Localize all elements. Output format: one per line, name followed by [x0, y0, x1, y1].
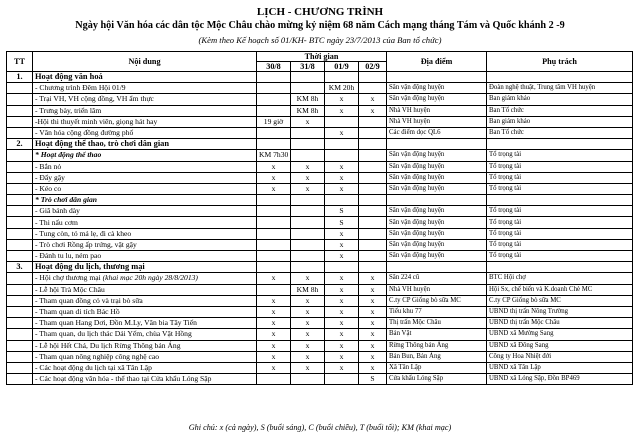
activity-name-text: * Hoạt động thể thao: [35, 150, 102, 160]
location-cell: Sân vận động huyện: [387, 94, 487, 105]
activity-name: [33, 295, 257, 306]
activity-name-text: - Đánh tu lu, ném pao: [35, 251, 102, 261]
location-cell: Sân vận động huyện: [387, 239, 487, 250]
table-row: [7, 251, 633, 262]
location-cell: Các điểm dọc QL6: [387, 127, 487, 138]
day-mark: [359, 150, 387, 161]
activity-name: [33, 195, 257, 206]
location-cell: Thị trấn Mộc Châu: [387, 318, 487, 329]
activity-name-text: - Văn hóa cộng đồng đường phố: [35, 128, 134, 138]
day-mark: x: [359, 362, 387, 373]
day-mark: x: [359, 284, 387, 295]
activity-name: [33, 273, 257, 284]
day-mark: x: [325, 306, 359, 317]
table-row: [7, 318, 633, 329]
empty-cell: [291, 72, 325, 83]
day-mark: [325, 195, 359, 206]
table-row: [7, 127, 633, 138]
row-number: [7, 306, 33, 317]
responsible-cell: Tổ trọng tài: [487, 217, 633, 228]
location-cell: Cửa khẩu Lóng Sập: [387, 374, 487, 385]
row-number: [7, 374, 33, 385]
day-mark: [359, 206, 387, 217]
empty-cell: [487, 72, 633, 83]
header-day: 01/9: [325, 62, 359, 72]
table-row: [7, 351, 633, 362]
row-number: [7, 284, 33, 295]
day-mark: x: [325, 284, 359, 295]
day-mark: [257, 195, 291, 206]
location-cell: Nhà VH huyện: [387, 284, 487, 295]
activity-name: [33, 183, 257, 194]
section-title: Hoạt động thể thao, trò chơi dân gian: [33, 139, 257, 150]
row-number: [7, 351, 33, 362]
day-mark: [291, 228, 325, 239]
activity-name: [33, 251, 257, 262]
activity-name-text: - Các hoạt động văn hóa - thể thao tại Cửa khẩu Lóng Sập: [35, 374, 212, 384]
day-mark: x: [325, 340, 359, 351]
activity-name: [33, 217, 257, 228]
day-mark: [359, 183, 387, 194]
location-cell: Sân vận động huyện: [387, 161, 487, 172]
responsible-cell: Hội Sx, chế biến và K.doanh Chè MC: [487, 284, 633, 295]
header-location: Địa điểm: [387, 52, 487, 72]
day-mark: [359, 195, 387, 206]
location-cell: Sân vận động huyện: [387, 228, 487, 239]
responsible-cell: Tổ trọng tài: [487, 150, 633, 161]
responsible-cell: Ban Tổ chức: [487, 127, 633, 138]
day-mark: x: [325, 329, 359, 340]
responsible-cell: UBND xã Đông Sang: [487, 340, 633, 351]
day-mark: x: [325, 362, 359, 373]
empty-cell: [387, 139, 487, 150]
activity-name: [33, 239, 257, 250]
activity-name: [33, 329, 257, 340]
day-mark: [291, 251, 325, 262]
row-number: [7, 83, 33, 94]
responsible-cell: Tổ trọng tài: [487, 172, 633, 183]
responsible-cell: Tổ trọng tài: [487, 206, 633, 217]
empty-cell: [257, 72, 291, 83]
day-mark: x: [291, 161, 325, 172]
empty-cell: [359, 72, 387, 83]
activity-name: [33, 351, 257, 362]
table-row: [7, 374, 633, 385]
section-number: 2.: [7, 139, 33, 150]
location-cell: Tiểu khu 77: [387, 306, 487, 317]
responsible-cell: UBND thị trấn Nông Trường: [487, 306, 633, 317]
row-number: [7, 206, 33, 217]
location-cell: Sân vận động huyện: [387, 83, 487, 94]
activity-name: [33, 105, 257, 116]
day-mark: x: [359, 306, 387, 317]
section-number: 3.: [7, 262, 33, 273]
row-number: [7, 161, 33, 172]
activity-name-text: - Trưng bày, triển lãm: [35, 105, 102, 115]
table-row: [7, 105, 633, 116]
day-mark: x: [359, 329, 387, 340]
day-mark: [257, 105, 291, 116]
activity-name: [33, 172, 257, 183]
day-mark: x: [291, 318, 325, 329]
table-row: [7, 206, 633, 217]
day-mark: x: [291, 351, 325, 362]
section-title: Hoạt động du lịch, thương mại: [33, 262, 257, 273]
day-mark: x: [325, 273, 359, 284]
row-number: [7, 94, 33, 105]
header-day: 30/8: [257, 62, 291, 72]
activity-name-text: - Hội chợ thương mại: [35, 273, 101, 283]
day-mark: [359, 172, 387, 183]
activity-name: [33, 116, 257, 127]
day-mark: [359, 217, 387, 228]
activity-name: [33, 306, 257, 317]
day-mark: [257, 206, 291, 217]
header-day: 31/8: [291, 62, 325, 72]
day-mark: x: [257, 329, 291, 340]
day-mark: [325, 116, 359, 127]
location-cell: Sân vận động huyện: [387, 251, 487, 262]
table-row: [7, 329, 633, 340]
table-row: [7, 183, 633, 194]
day-mark: S: [325, 217, 359, 228]
day-mark: x: [325, 94, 359, 105]
row-number: [7, 127, 33, 138]
table-header-row: [7, 52, 633, 62]
row-number: [7, 105, 33, 116]
day-mark: x: [325, 351, 359, 362]
day-mark: x: [359, 273, 387, 284]
activity-name-text: - Kéo co: [35, 183, 62, 193]
day-mark: [291, 127, 325, 138]
day-mark: [257, 217, 291, 228]
day-mark: [325, 150, 359, 161]
document-title: LỊCH - CHƯƠNG TRÌNH: [256, 6, 384, 18]
document-subtitle: Ngày hội Văn hóa các dân tộc Mộc Châu chào mừng kỷ niệm 68 năm Cách mạng tháng Tám và Quốc khánh 2 -9: [75, 20, 565, 31]
table-row: [7, 228, 633, 239]
row-number: [7, 217, 33, 228]
activity-name: [33, 161, 257, 172]
day-mark: x: [257, 183, 291, 194]
activity-name: [33, 206, 257, 217]
activity-name-text: - Trò chơi Rồng ấp trứng, vật gậy: [35, 239, 137, 249]
responsible-cell: C.ty CP Giống bò sữa MC: [487, 295, 633, 306]
row-number: [7, 239, 33, 250]
subsection-row: [7, 195, 633, 206]
activity-name-text: - Thi nấu cơm: [35, 217, 78, 227]
day-mark: x: [325, 228, 359, 239]
day-mark: [359, 239, 387, 250]
section-row: [7, 262, 633, 273]
location-cell: Nhà VH huyện: [387, 105, 487, 116]
responsible-cell: UBND xã Mường Sang: [487, 329, 633, 340]
legend-note: Ghi chú: x (cả ngày), S (buổi sáng), C (buổi chiều), T (buổi tối); KM (khai mạc): [188, 423, 452, 432]
day-mark: KM 7h30: [257, 150, 291, 161]
empty-cell: [387, 72, 487, 83]
day-mark: x: [325, 239, 359, 250]
day-mark: [359, 83, 387, 94]
day-mark: x: [257, 362, 291, 373]
responsible-cell: Ban giám khảo: [487, 94, 633, 105]
day-mark: [291, 150, 325, 161]
day-mark: KM 8h: [291, 94, 325, 105]
day-mark: x: [359, 340, 387, 351]
day-mark: [359, 127, 387, 138]
location-cell: Sân vận động huyện: [387, 183, 487, 194]
activity-name: [33, 150, 257, 161]
table-row: [7, 83, 633, 94]
day-mark: x: [325, 251, 359, 262]
day-mark: x: [291, 362, 325, 373]
empty-cell: [325, 72, 359, 83]
day-mark: x: [257, 295, 291, 306]
activity-name-text: - Lễ hội Hết Chá, Du lịch Rừng Thông bản Áng: [35, 340, 181, 350]
day-mark: [257, 284, 291, 295]
table-row: [7, 172, 633, 183]
activity-name-text: - Tham quan, du lịch thác Dải Yếm, chùa Vặt Hồng: [35, 329, 192, 339]
section-row: [7, 72, 633, 83]
activity-name-text: - Đẩy gậy: [35, 172, 65, 182]
empty-cell: [257, 139, 291, 150]
day-mark: x: [257, 172, 291, 183]
day-mark: [291, 83, 325, 94]
table-row: [7, 217, 633, 228]
section-title: Hoạt động văn hoá: [33, 72, 257, 83]
activity-name-text: - Trại VH, VH cộng đồng, VH ẩm thực: [35, 94, 154, 104]
activity-name-text: - Giã bánh dày: [35, 206, 80, 216]
activity-name: [33, 284, 257, 295]
table-row: [7, 239, 633, 250]
activity-name: [33, 94, 257, 105]
empty-cell: [291, 262, 325, 273]
activity-name: [33, 318, 257, 329]
activity-name: [33, 127, 257, 138]
day-mark: x: [325, 172, 359, 183]
day-mark: [257, 83, 291, 94]
day-mark: x: [325, 295, 359, 306]
activity-name-text: - Tham quan Hang Dơi, Đồn M.Ly, Văn bia Tây Tiến: [35, 318, 197, 328]
day-mark: [359, 161, 387, 172]
row-number: [7, 228, 33, 239]
responsible-cell: BTC Hội chợ: [487, 273, 633, 284]
responsible-cell: Tổ trọng tài: [487, 228, 633, 239]
row-number: [7, 172, 33, 183]
responsible-cell: [487, 195, 633, 206]
day-mark: [291, 239, 325, 250]
responsible-cell: UBND thị trấn Mộc Châu: [487, 318, 633, 329]
row-number: [7, 318, 33, 329]
header-responsible: Phụ trách: [487, 52, 633, 72]
day-mark: [291, 206, 325, 217]
day-mark: [257, 228, 291, 239]
activity-name-text: - Bắn nỏ: [35, 161, 62, 171]
activity-name: [33, 362, 257, 373]
day-mark: [359, 228, 387, 239]
activity-name-text: - Tham quan nông nghiệp công nghệ cao: [35, 351, 160, 361]
location-cell: Sân vận động huyện: [387, 150, 487, 161]
table-row: [7, 306, 633, 317]
table-row: [7, 295, 633, 306]
table-row: [7, 362, 633, 373]
activity-name: [33, 374, 257, 385]
row-number: [7, 183, 33, 194]
responsible-cell: Tổ trọng tài: [487, 183, 633, 194]
day-mark: x: [291, 116, 325, 127]
header-content: Nội dung: [33, 52, 257, 72]
activity-name-text: - Tham quan đồng cỏ và trại bò sữa: [35, 295, 143, 305]
responsible-cell: Tổ trọng tài: [487, 161, 633, 172]
empty-cell: [291, 139, 325, 150]
day-mark: x: [291, 172, 325, 183]
activity-name: [33, 340, 257, 351]
empty-cell: [359, 262, 387, 273]
day-mark: x: [291, 306, 325, 317]
row-number: [7, 116, 33, 127]
day-mark: x: [359, 351, 387, 362]
day-mark: KM 8h: [291, 105, 325, 116]
day-mark: x: [325, 318, 359, 329]
header-time: Thời gian: [257, 52, 387, 62]
day-mark: x: [257, 273, 291, 284]
activity-name-note: (khai mạc 20h ngày 28/8/2013): [100, 273, 198, 283]
location-cell: C.ty CP Giống bò sữa MC: [387, 295, 487, 306]
day-mark: x: [257, 340, 291, 351]
day-mark: S: [325, 206, 359, 217]
day-mark: KM 20h: [325, 83, 359, 94]
day-mark: x: [257, 161, 291, 172]
location-cell: Bản Bun, Bản Áng: [387, 351, 487, 362]
empty-cell: [359, 139, 387, 150]
header-tt: TT: [7, 52, 33, 72]
row-number: [7, 195, 33, 206]
row-number: [7, 273, 33, 284]
row-number: [7, 150, 33, 161]
table-row: [7, 340, 633, 351]
subsection-row: [7, 150, 633, 161]
day-mark: [359, 116, 387, 127]
day-mark: [359, 251, 387, 262]
responsible-cell: Tổ trọng tài: [487, 251, 633, 262]
location-cell: Bản Vặt: [387, 329, 487, 340]
day-mark: [257, 94, 291, 105]
location-cell: Sân vận động huyện: [387, 206, 487, 217]
day-mark: x: [359, 318, 387, 329]
activity-name-text: - Các hoạt động du lịch tại xã Tân Lập: [35, 362, 152, 372]
day-mark: 19 giờ: [257, 116, 291, 127]
schedule-table: [6, 51, 633, 385]
day-mark: x: [325, 127, 359, 138]
table-row: [7, 284, 633, 295]
document-reference-note: (Kèm theo Kế hoạch số 01/KH- BTC ngày 23/7/2013 của Ban tổ chức): [198, 35, 442, 45]
empty-cell: [325, 262, 359, 273]
day-mark: x: [325, 183, 359, 194]
activity-name-text: - Lễ hội Trà Mộc Châu: [35, 284, 105, 294]
day-mark: KM 8h: [291, 284, 325, 295]
row-number: [7, 295, 33, 306]
activity-name: [33, 228, 257, 239]
activity-name-text: -Hội thi thuyết minh viên, giọng hát hay: [35, 116, 158, 126]
day-mark: x: [257, 306, 291, 317]
table-row: [7, 116, 633, 127]
row-number: [7, 251, 33, 262]
day-mark: x: [325, 161, 359, 172]
location-cell: Sân vận động huyện: [387, 172, 487, 183]
responsible-cell: Ban Tổ chức: [487, 105, 633, 116]
location-cell: Xã Tân Lập: [387, 362, 487, 373]
day-mark: x: [291, 273, 325, 284]
day-mark: S: [359, 374, 387, 385]
day-mark: x: [359, 94, 387, 105]
header-day: 02/9: [359, 62, 387, 72]
activity-name-text: - Tung còn, tó má lẹ, đi cà kheo: [35, 228, 132, 238]
activity-name: [33, 83, 257, 94]
activity-name-text: - Tham quan di tích Bác Hồ: [35, 307, 120, 317]
day-mark: [257, 127, 291, 138]
day-mark: x: [291, 183, 325, 194]
day-mark: x: [291, 295, 325, 306]
day-mark: x: [291, 340, 325, 351]
schedule-body: [7, 72, 633, 385]
table-row: [7, 94, 633, 105]
empty-cell: [487, 139, 633, 150]
day-mark: [257, 251, 291, 262]
day-mark: x: [257, 351, 291, 362]
section-number: 1.: [7, 72, 33, 83]
activity-name-text: - Chương trình Đêm Hội 01/9: [35, 83, 126, 93]
table-row: [7, 273, 633, 284]
location-cell: Sân 224 cũ: [387, 273, 487, 284]
responsible-cell: Công ty Hoa Nhiệt đới: [487, 351, 633, 362]
responsible-cell: Đoàn nghệ thuật, Trung tâm VH huyện: [487, 83, 633, 94]
responsible-cell: Tổ trọng tài: [487, 239, 633, 250]
day-mark: [291, 195, 325, 206]
location-cell: Rừng Thông bản Áng: [387, 340, 487, 351]
responsible-cell: UBND xã Lóng Sập, Đồn BP469: [487, 374, 633, 385]
day-mark: [257, 239, 291, 250]
day-mark: [325, 374, 359, 385]
row-number: [7, 340, 33, 351]
day-mark: [291, 217, 325, 228]
day-mark: x: [359, 105, 387, 116]
section-row: [7, 139, 633, 150]
day-mark: x: [359, 295, 387, 306]
location-cell: Sân vận động huyện: [387, 217, 487, 228]
day-mark: [257, 374, 291, 385]
activity-name-text: * Trò chơi dân gian: [35, 195, 98, 205]
location-cell: Nhà VH huyện: [387, 116, 487, 127]
empty-cell: [387, 262, 487, 273]
location-cell: [387, 195, 487, 206]
empty-cell: [325, 139, 359, 150]
responsible-cell: Ban giám khảo: [487, 116, 633, 127]
empty-cell: [257, 262, 291, 273]
day-mark: x: [291, 329, 325, 340]
row-number: [7, 329, 33, 340]
empty-cell: [487, 262, 633, 273]
responsible-cell: UBND xã Tân Lập: [487, 362, 633, 373]
table-row: [7, 161, 633, 172]
row-number: [7, 362, 33, 373]
day-mark: [291, 374, 325, 385]
day-mark: x: [257, 318, 291, 329]
day-mark: x: [325, 105, 359, 116]
